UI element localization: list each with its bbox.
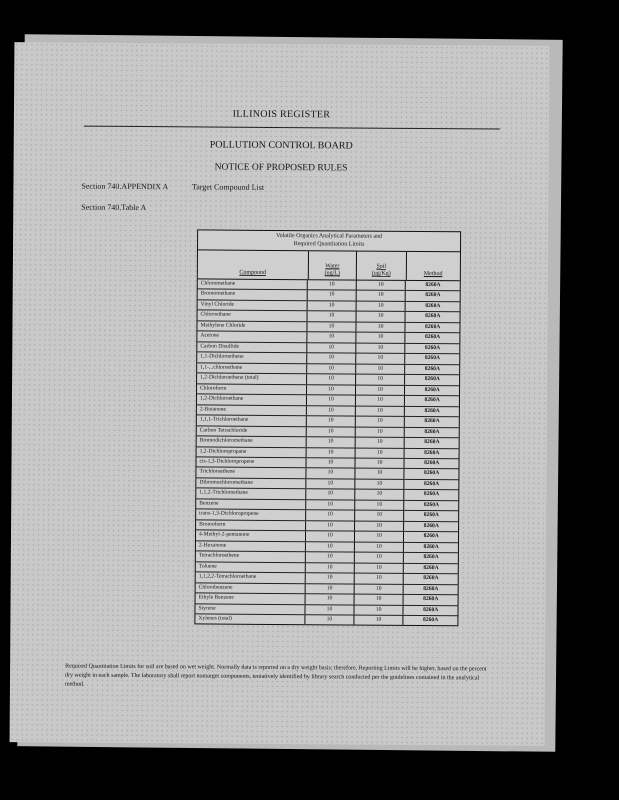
water-limit-cell: 10 [307,437,356,447]
water-limit-cell: 10 [307,448,356,458]
water-limit-cell: 10 [307,343,356,353]
table-body [195,279,459,625]
soil-limit-cell: 10 [355,458,405,468]
compound-cell: 1,2-Dichloropropane [197,447,307,457]
compound-cell: Vinyl Chloride [198,300,308,310]
compound-cell: 1,1,1-Trichloroethane [197,416,307,426]
compound-cell: Chlorobenzene [196,583,306,593]
compound-cell: Acetone [197,332,307,342]
method-cell: 8260A [424,376,440,383]
water-limit-cell: 10 [308,333,357,343]
soil-limit-cell: 10 [355,563,405,573]
water-limit-cell: 10 [307,406,356,416]
register-title: ILLINOIS REGISTER [232,108,331,121]
soil-limit-cell: 10 [355,490,405,500]
compound-cell: Bromodichloromethane [197,436,307,446]
water-limit-cell: 10 [306,573,355,583]
water-limit-cell: 10 [306,594,355,604]
soil-limit-cell: 10 [355,542,405,552]
compound-table [194,229,461,626]
method-cell: 8260A [423,512,440,519]
water-limit-cell: 10 [306,563,355,573]
compound-cell: 1,1-Dichloroethene [197,353,307,363]
compound-cell: Carbon Tetrachloride [197,426,307,436]
header-water: Water (ug/L) [309,251,358,279]
method-cell: 8260A [423,575,439,582]
soil-limit-cell: 10 [355,553,405,563]
compound-cell: Carbon Disulfide [197,342,307,352]
method-cell: 8260A [423,491,440,498]
header-method: Method [423,271,443,278]
method-cell: 8260A [424,355,441,362]
method-cell: 8260A [423,543,439,550]
compound-cell: Xylenes (total) [195,614,305,624]
soil-limit-cell: 10 [355,521,405,531]
method-cell: 8260A [423,533,439,540]
method-cell: 8260A [424,439,440,446]
water-limit-cell: 10 [307,395,356,405]
soil-limit-cell: 10 [356,301,406,311]
method-cell: 8260A [424,365,441,372]
appendix-title: Target Compound List [191,182,265,192]
soil-limit-cell: 10 [356,333,406,343]
soil-limit-cell: 10 [354,574,404,584]
water-limit-cell: 10 [306,490,355,500]
header-divider [84,126,500,130]
water-limit-cell: 10 [307,374,356,384]
soil-limit-cell: 10 [355,469,405,479]
compound-cell: Chloromethane [198,279,308,289]
section-appendix-line [81,182,264,192]
compound-cell: Styrene [195,604,305,614]
method-cell: 8260A [422,617,439,624]
header-soil: Soil (ug/Kg) [357,252,407,280]
compound-cell: Bromoform [196,520,306,530]
compound-cell: Chloroform [197,384,307,394]
compound-cell: Tetrachloroethene [196,552,306,562]
method-cell: 8260A [425,313,441,320]
water-limit-cell: 10 [307,458,356,468]
method-cell: 8260A [425,323,441,330]
method-cell: 8260A [423,480,440,488]
method-cell: 8260A [423,606,439,613]
method-cell: 8260A [423,564,439,571]
water-limit-cell: 10 [306,500,355,510]
soil-limit-cell: 10 [356,385,406,395]
section-table-label: Section 740.Table A [81,202,147,213]
compound-cell: Benzene [196,499,306,509]
method-cell: 8260A [423,554,439,561]
soil-limit-cell: 10 [355,532,405,542]
table-caption [198,230,460,252]
compound-cell: Chloroethane [198,311,308,321]
notice-title: NOTICE OF PROPOSED RULES [214,162,348,174]
water-limit-cell: 10 [306,511,355,521]
method-cell: 8260A [424,344,441,351]
method-cell: 8260A [424,449,440,456]
method-cell: 8260A [424,470,440,477]
footnote: Required Quantitation Limits for soil are based on wet weight. Normally data is reported on a dry weight basis; therefore, Reporting Limits will be higher, based on the percent dry weight in each sample. The laboratory shall report nontarget components, tentatively identified by library search conducted per the guidelines contained in the analytical method. [64,663,487,688]
water-limit-cell: 10 [307,427,356,437]
method-cell: 8260A [423,596,439,603]
compound-cell: 1,1,2-Trichloroethane [196,489,306,499]
soil-limit-cell: 10 [354,616,404,626]
document-page [10,42,550,746]
water-limit-cell: 10 [307,364,356,374]
water-limit-cell: 10 [308,291,357,301]
water-limit-cell: 10 [306,552,355,562]
soil-limit-cell: 10 [354,595,404,605]
method-cell: 8260A [423,522,439,529]
soil-limit-cell: 10 [356,396,406,406]
compound-cell: 2-Butanone [197,405,307,415]
compound-cell: 4-Methyl-2-pentanone [196,531,306,541]
soil-limit-cell: 10 [355,438,405,448]
compound-cell: Trichloroethene [196,468,306,478]
compound-cell: Toluene [196,562,306,572]
compound-cell: 1,1-...chloroethane [197,363,307,373]
soil-limit-cell: 10 [355,479,405,489]
table-row [195,614,457,625]
water-limit-cell: 10 [308,312,357,322]
compound-cell: 2-Hexanone [196,541,306,551]
compound-cell: Dibromochloromethane [196,478,306,488]
soil-limit-cell: 10 [356,417,406,427]
water-limit-cell: 10 [306,605,355,615]
compound-cell: trans-1,3-Dichloropropene [196,510,306,520]
table-header [198,250,460,281]
method-cell: 8260A [424,407,440,414]
water-limit-cell: 10 [306,615,355,625]
soil-limit-cell: 10 [355,448,405,458]
water-limit-cell: 10 [307,469,356,479]
method-cell: 8260A [425,282,441,289]
soil-limit-cell: 10 [354,605,404,615]
soil-limit-cell: 10 [356,427,406,437]
water-limit-cell: 10 [307,416,356,426]
method-cell: 8260A [423,501,440,508]
water-limit-cell: 10 [307,385,356,395]
water-limit-cell: 10 [306,542,355,552]
section-appendix: Section 740.APPENDIX A [81,181,168,192]
method-cell: 8260A [424,386,440,393]
soil-limit-cell: 10 [356,354,406,364]
soil-limit-cell: 10 [356,343,406,353]
method-cell: 8260A [425,302,441,310]
compound-cell: 1,1,2,2-Tetrachloroethane [196,573,306,583]
caption-line-2: Required Quantitation Limits [293,241,365,248]
water-limit-cell: 10 [307,479,356,489]
compound-cell: 1,2-Dichloroethane [197,395,307,405]
soil-limit-cell: 10 [354,584,404,594]
soil-limit-cell: 10 [357,281,407,291]
compound-cell: 1,2-Dichloroethene (total) [197,374,307,384]
caption-line-1: Volatile Organics Analytical Parameters and [276,232,383,240]
board-name: POLLUTION CONTROL BOARD [209,139,353,152]
water-limit-cell: 10 [306,531,355,541]
method-cell: 8260A [424,428,440,435]
compound-cell: Methylene Chloride [197,321,307,331]
water-limit-cell: 10 [307,353,356,363]
soil-limit-cell: 10 [355,500,405,510]
water-limit-cell: 10 [306,521,355,531]
soil-limit-cell: 10 [356,322,406,332]
compound-cell: cis-1,3-Dichloropropene [196,457,306,467]
soil-limit-cell: 10 [356,364,406,374]
method-cell: 8260A [423,585,439,592]
water-limit-cell: 10 [308,280,357,290]
soil-limit-cell: 10 [355,511,405,521]
water-limit-cell: 10 [306,584,355,594]
method-cell: 8260A [424,418,440,425]
soil-limit-cell: 10 [356,406,406,416]
water-limit-cell: 10 [308,301,357,311]
soil-limit-cell: 10 [356,291,406,301]
method-cell: 8260A [424,459,440,467]
method-cell: 8260A [424,334,441,341]
soil-limit-cell: 10 [356,312,406,322]
water-limit-cell: 10 [308,322,357,332]
compound-cell: Ethyle Benzene [196,593,306,603]
header-compound: Compound [198,250,309,279]
method-cell: 8260A [425,292,441,299]
soil-limit-cell: 10 [356,375,406,385]
compound-cell: Bromomethane [198,290,308,300]
method-cell: 8260A [424,397,440,404]
